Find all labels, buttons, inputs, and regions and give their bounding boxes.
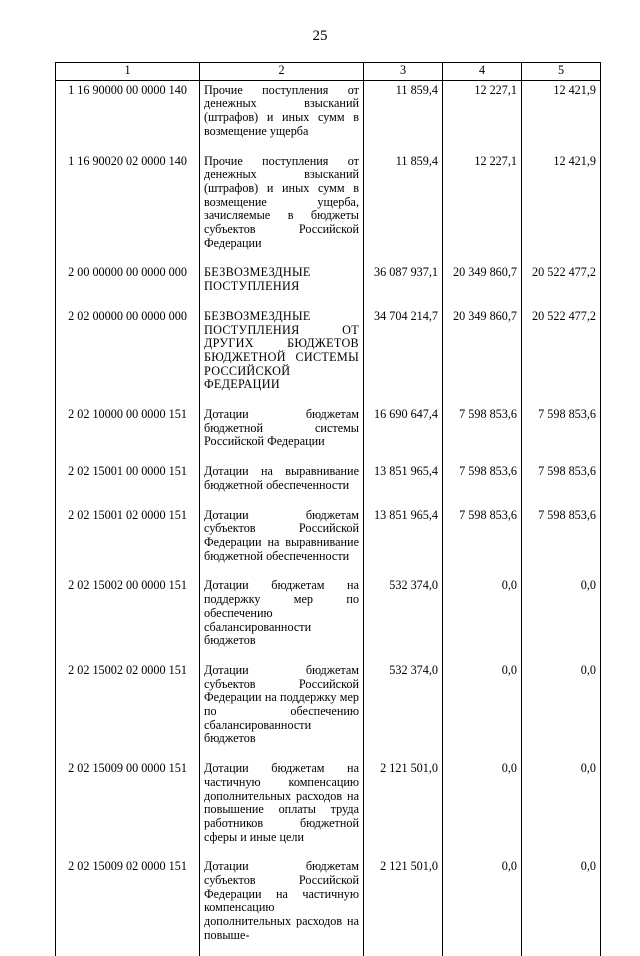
revenue-name-cell: Дотации бюджетам на частичную компенсацию дополнительных расходов на повышение оплаты труда работников бюджетной сферы и иные цели <box>200 759 364 857</box>
amount-cell-3: 0,0 <box>522 661 601 759</box>
amount-cell-2: 0,0 <box>443 759 522 857</box>
amount-cell-1: 2 121 501,0 <box>364 857 443 955</box>
amount-cell-2: 7 598 853,6 <box>443 506 522 577</box>
table-row <box>56 263 601 306</box>
amount-cell-2: 12 227,1 <box>443 152 522 264</box>
amount-cell-3: 20 522 477,2 <box>522 307 601 405</box>
revenue-name-cell: Дотации на выравнивание бюджетной обеспеченности <box>200 462 364 505</box>
amount-cell-2: 0,0 <box>443 661 522 759</box>
column-header-value-2: 4 <box>443 63 522 81</box>
revenue-name-cell: Дотации бюджетам субъектов Российской Федерации на поддержку мер по обеспечению сбалансированности бюджетов <box>200 661 364 759</box>
amount-cell-1: 532 374,0 <box>364 661 443 759</box>
amount-cell-3: 20 522 477,2 <box>522 263 601 306</box>
table-row <box>56 80 601 151</box>
page-number: 25 <box>312 28 328 44</box>
amount-cell-2: 20 349 860,7 <box>443 263 522 306</box>
budget-code-cell: 2 02 15002 00 0000 151 <box>56 576 200 661</box>
table-row <box>56 506 601 577</box>
amount-cell-3: 7 598 853,6 <box>522 506 601 577</box>
amount-cell-1: 13 851 965,4 <box>364 506 443 577</box>
revenue-name-cell: Прочие поступления от денежных взысканий (штрафов) и иных сумм в возмещение ущерба, зачисляемые в бюджеты субъектов Российской Федерации <box>200 152 364 264</box>
amount-cell-1: 11 859,4 <box>364 80 443 151</box>
budget-code-cell: 2 02 10000 00 0000 151 <box>56 405 200 462</box>
budget-revenue-table <box>55 62 601 956</box>
revenue-name-cell: Дотации бюджетам бюджетной системы Российской Федерации <box>200 405 364 462</box>
amount-cell-3: 12 421,9 <box>522 152 601 264</box>
table-row <box>56 307 601 405</box>
table-header-row <box>56 63 601 81</box>
table-row <box>56 152 601 264</box>
column-header-code: 1 <box>56 63 200 81</box>
revenue-name-cell: БЕЗВОЗМЕЗДНЫЕ ПОСТУПЛЕНИЯ <box>200 263 364 306</box>
table-row <box>56 576 601 661</box>
table-row <box>56 462 601 505</box>
revenue-name-cell: Прочие поступления от денежных взысканий (штрафов) и иных сумм в возмещение ущерба <box>200 80 364 151</box>
amount-cell-2: 7 598 853,6 <box>443 462 522 505</box>
column-header-value-1: 3 <box>364 63 443 81</box>
amount-cell-3: 7 598 853,6 <box>522 405 601 462</box>
amount-cell-1: 2 121 501,0 <box>364 759 443 857</box>
table-row <box>56 759 601 857</box>
table-row <box>56 661 601 759</box>
revenue-name-cell: Дотации бюджетам субъектов Российской Федерации на выравнивание бюджетной обеспеченности <box>200 506 364 577</box>
amount-cell-3: 12 421,9 <box>522 80 601 151</box>
budget-code-cell: 2 00 00000 00 0000 000 <box>56 263 200 306</box>
amount-cell-2: 0,0 <box>443 857 522 955</box>
amount-cell-2: 0,0 <box>443 576 522 661</box>
amount-cell-3: 0,0 <box>522 759 601 857</box>
amount-cell-2: 12 227,1 <box>443 80 522 151</box>
amount-cell-3: 0,0 <box>522 857 601 955</box>
column-header-name: 2 <box>200 63 364 81</box>
budget-code-cell: 1 16 90020 02 0000 140 <box>56 152 200 264</box>
amount-cell-1: 11 859,4 <box>364 152 443 264</box>
amount-cell-3: 7 598 853,6 <box>522 462 601 505</box>
table-row <box>56 405 601 462</box>
revenue-name-cell: Дотации бюджетам на поддержку мер по обеспечению сбалансированности бюджетов <box>200 576 364 661</box>
amount-cell-1: 532 374,0 <box>364 576 443 661</box>
budget-code-cell: 2 02 15009 02 0000 151 <box>56 857 200 955</box>
amount-cell-2: 20 349 860,7 <box>443 307 522 405</box>
amount-cell-1: 34 704 214,7 <box>364 307 443 405</box>
amount-cell-1: 36 087 937,1 <box>364 263 443 306</box>
table-row <box>56 857 601 955</box>
budget-code-cell: 2 02 00000 00 0000 000 <box>56 307 200 405</box>
budget-code-cell: 2 02 15001 02 0000 151 <box>56 506 200 577</box>
budget-code-cell: 2 02 15009 00 0000 151 <box>56 759 200 857</box>
amount-cell-1: 16 690 647,4 <box>364 405 443 462</box>
amount-cell-2: 7 598 853,6 <box>443 405 522 462</box>
revenue-name-cell: БЕЗВОЗМЕЗДНЫЕ ПОСТУПЛЕНИЯ ОТ ДРУГИХ БЮДЖЕТОВ БЮДЖЕТНОЙ СИСТЕМЫ РОССИЙСКОЙ ФЕДЕРАЦИИ <box>200 307 364 405</box>
budget-code-cell: 2 02 15002 02 0000 151 <box>56 661 200 759</box>
amount-cell-1: 13 851 965,4 <box>364 462 443 505</box>
column-header-value-3: 5 <box>522 63 601 81</box>
budget-code-cell: 1 16 90000 00 0000 140 <box>56 80 200 151</box>
revenue-name-cell: Дотации бюджетам субъектов Российской Федерации на частичную компенсацию дополнительных расходов на повыше- <box>200 857 364 955</box>
amount-cell-3: 0,0 <box>522 576 601 661</box>
budget-code-cell: 2 02 15001 00 0000 151 <box>56 462 200 505</box>
